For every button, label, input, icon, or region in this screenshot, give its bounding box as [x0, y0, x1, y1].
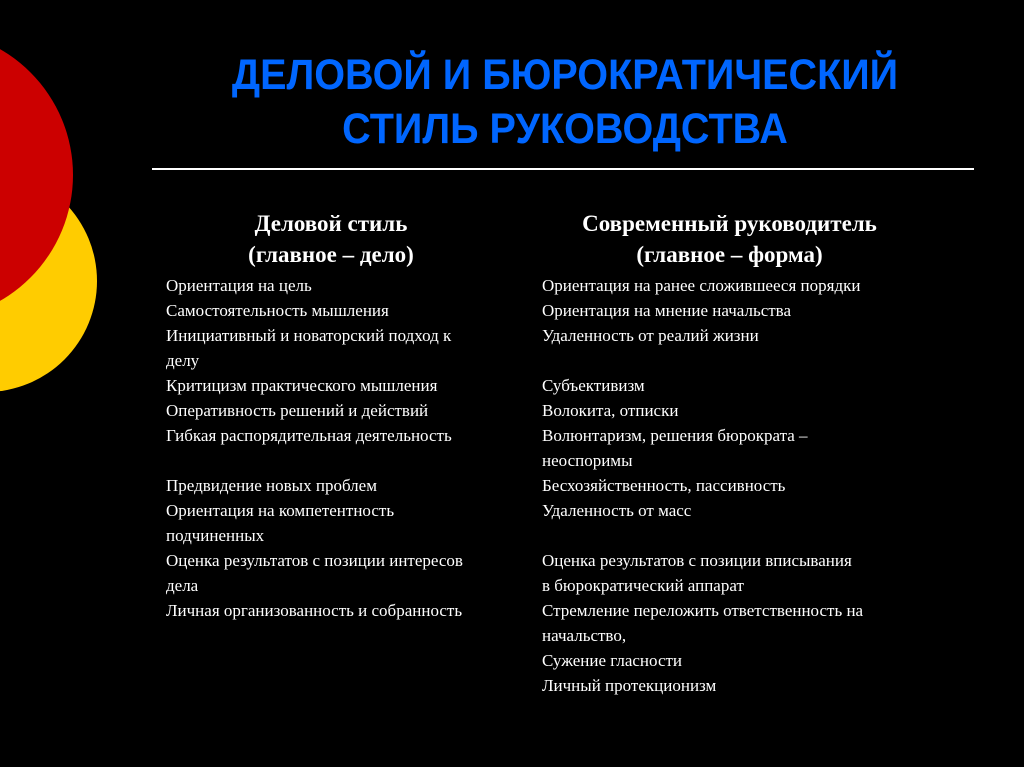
list-item: Предвидение новых проблем: [166, 476, 377, 495]
business-style-column: [166, 208, 526, 623]
column-heading: [542, 208, 917, 270]
list-item: в бюрократический аппарат: [542, 576, 744, 595]
list-item: Гибкая распорядительная деятельность: [166, 426, 452, 445]
list-item: Сужение гласности: [542, 651, 683, 670]
bureaucratic-style-list: [542, 273, 942, 698]
column-heading-line-2: (главное – форма): [636, 242, 823, 267]
list-item: Ориентация на ранее сложившееся порядки: [542, 276, 861, 295]
list-item: Инициативный и новаторский подход к: [166, 326, 452, 345]
title-line-2: СТИЛЬ РУКОВОДСТВА: [342, 105, 788, 153]
column-heading: [166, 208, 496, 270]
list-item: Оценка результатов с позиции интересов: [166, 551, 463, 570]
list-item: Оперативность решений и действий: [166, 401, 429, 420]
list-item: Оценка результатов с позиции вписывания: [542, 551, 852, 570]
list-item: Волокита, отписки: [542, 401, 679, 420]
title-divider: [152, 168, 974, 170]
list-item: Ориентация на компетентность: [166, 501, 395, 520]
list-item: Удаленность от масс: [542, 501, 692, 520]
title-line-1: ДЕЛОВОЙ И БЮРОКРАТИЧЕСКИЙ: [231, 51, 899, 99]
list-item: дела: [166, 576, 199, 595]
bureaucratic-style-column: [542, 208, 942, 698]
list-spacer: [166, 448, 526, 473]
list-item: Бесхозяйственность, пассивность: [542, 476, 786, 495]
list-item: Волюнтаризм, решения бюрократа –: [542, 426, 808, 445]
slide-title: [183, 48, 947, 156]
list-item: Ориентация на мнение начальства: [542, 301, 792, 320]
list-item: неоспоримы: [542, 451, 633, 470]
list-item: Личная организованность и собранность: [166, 601, 463, 620]
list-item: Критицизм практического мышления: [166, 376, 438, 395]
list-item: Удаленность от реалий жизни: [542, 326, 759, 345]
list-item: Стремление переложить ответственность на: [542, 601, 864, 620]
list-item: Субъективизм: [542, 376, 645, 395]
column-heading-line-1: Современный руководитель: [582, 211, 877, 236]
list-spacer: [542, 523, 942, 548]
business-style-list: [166, 273, 526, 623]
list-item: Личный протекционизм: [542, 676, 717, 695]
column-heading-line-1: Деловой стиль: [254, 211, 408, 236]
list-spacer: [542, 348, 942, 373]
column-heading-line-2: (главное – дело): [248, 242, 414, 267]
list-item: делу: [166, 351, 200, 370]
list-item: Ориентация на цель: [166, 276, 312, 295]
list-item: начальство,: [542, 626, 627, 645]
list-item: Самостоятельность мышления: [166, 301, 389, 320]
list-item: подчиненных: [166, 526, 265, 545]
